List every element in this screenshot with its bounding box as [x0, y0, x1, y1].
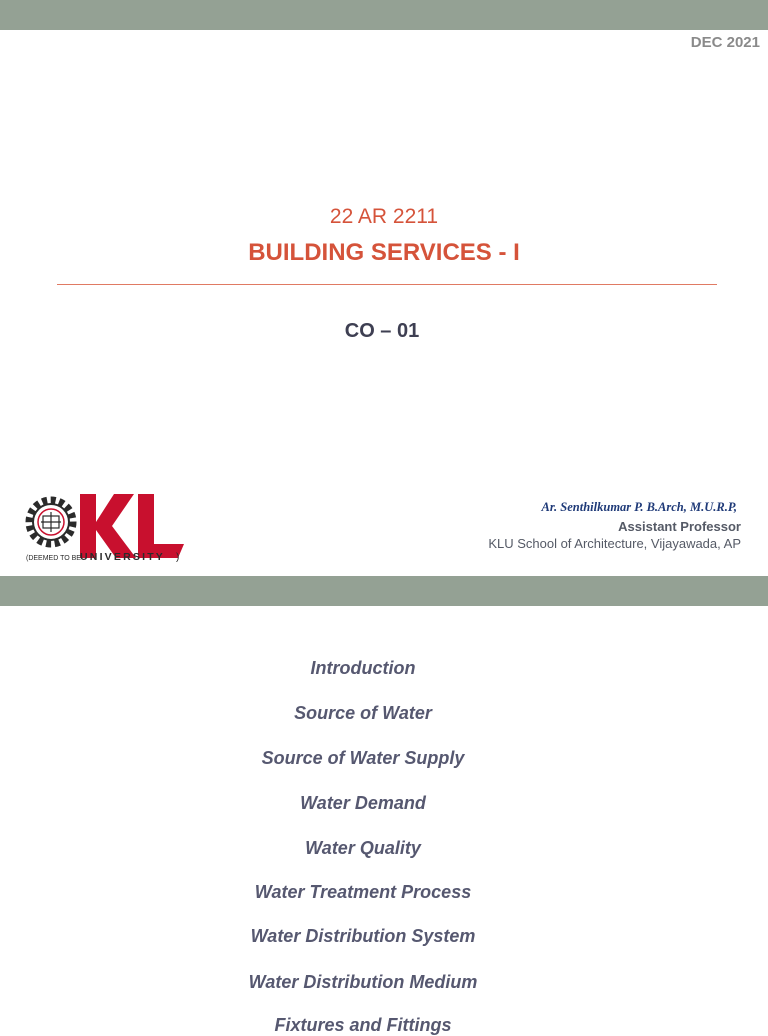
topic-item: Fixtures and Fittings: [274, 1015, 452, 1035]
kl-university-logo: [22, 488, 192, 566]
author-role: Assistant Professor: [618, 519, 741, 534]
topic-item: Source of Water Supply: [261, 748, 465, 768]
topic-item: Introduction: [310, 658, 416, 678]
author-block: [488, 500, 741, 551]
logo-closing-paren: ): [176, 552, 180, 563]
top-band: [0, 0, 768, 30]
topic-item: Water Quality: [305, 838, 421, 858]
topic-item: Source of Water: [294, 703, 432, 723]
title-divider: [57, 284, 717, 285]
topic-item: Water Demand: [300, 793, 426, 813]
topic-item: Water Treatment Process: [254, 882, 472, 902]
date-label: DEC 2021: [690, 34, 760, 51]
topic-item: Water Distribution System: [250, 926, 476, 946]
topic-item: Water Distribution Medium: [248, 972, 478, 992]
course-code: 22 AR 2211: [329, 205, 439, 228]
gear-emblem-icon: [29, 500, 73, 544]
course-title: BUILDING SERVICES - I: [248, 239, 520, 266]
logo-university-text: UNIVERSITY: [80, 551, 166, 563]
course-outcome-label: CO – 01: [344, 320, 420, 342]
author-school: KLU School of Architecture, Vijayawada, AP: [488, 536, 741, 551]
author-name: Ar. Senthilkumar P. B.Arch, M.U.R.P,: [541, 500, 737, 514]
section-band: [0, 576, 768, 606]
logo-deemed-text: (DEEMED TO BE: [26, 555, 81, 562]
